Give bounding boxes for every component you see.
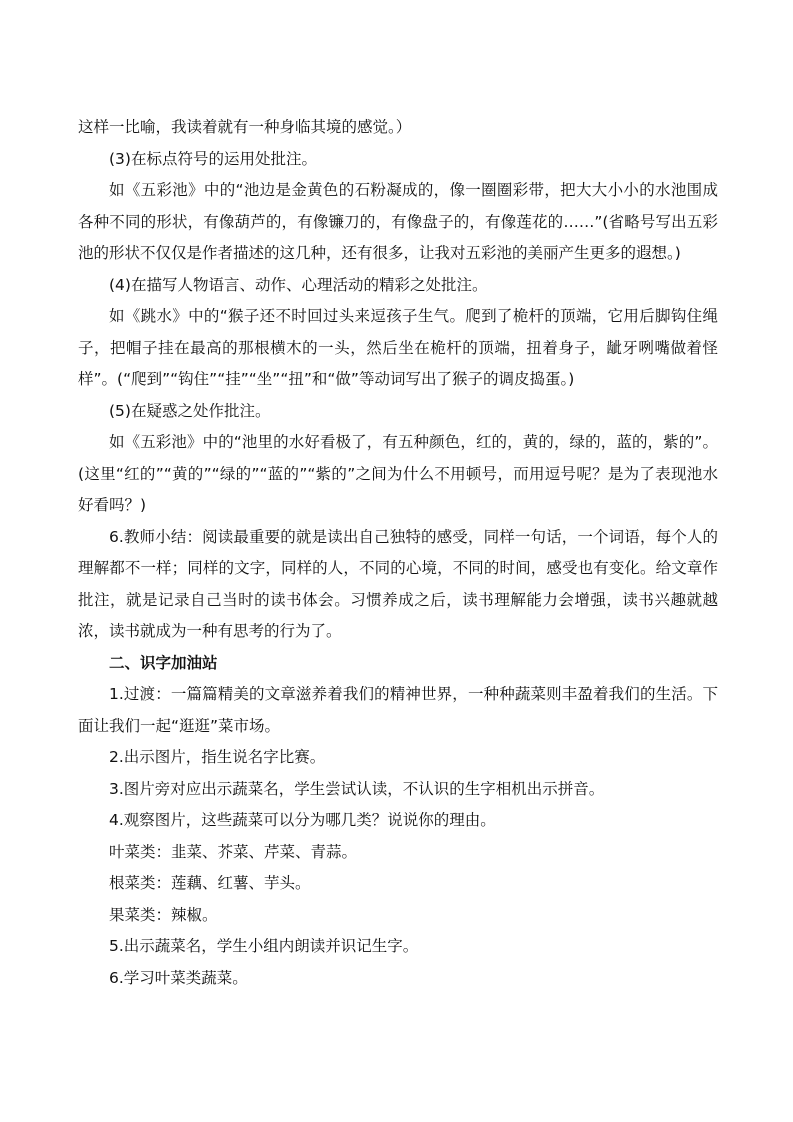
paragraph-10: 1.过渡：一篇篇精美的文章滋养着我们的精神世界，一种种蔬菜则丰盈着我们的生活。下面让我们一起“逛逛”菜市场。 bbox=[78, 685, 718, 735]
section-heading: 二、识字加油站 bbox=[109, 653, 218, 672]
paragraph-4: (4)在描写人物语言、动作、心理活动的精彩之处批注。 bbox=[109, 275, 488, 294]
paragraph-18: 6.学习叶菜类蔬菜。 bbox=[109, 968, 248, 987]
paragraph-1: 这样一比喻，我读着就有一种身临其境的感觉。） bbox=[78, 118, 412, 136]
document-body bbox=[78, 112, 718, 994]
paragraph-2: (3)在标点符号的运用处批注。 bbox=[109, 149, 317, 168]
paragraph-6: (5)在疑惑之处作批注。 bbox=[109, 401, 271, 420]
paragraph-15: 根菜类：莲藕、红薯、芋头。 bbox=[109, 874, 311, 892]
paragraph-3: 如《五彩池》中的“池边是金黄色的石粉凝成的，像一圈圈彩带，把大大小小的水池围成各种不同的形状，有像葫芦的，有像镰刀的，有像盘子的，有像莲花的……”(省略号写出五彩池的形状不仅仅是作者描述的这几种，还有很多，让我对五彩池的美丽产生更多的遐想。) bbox=[78, 181, 718, 262]
paragraph-16: 果菜类：辣椒。 bbox=[109, 905, 218, 924]
paragraph-7: 如《五彩池》中的“池里的水好看极了，有五种颜色，红的，黄的，绿的，蓝的，紫的”。(这里“红的”“黄的”“绿的”“蓝的”“紫的”之间为什么不用顿号，而用逗号呢？是为了表现池水好看吗？) bbox=[78, 433, 718, 514]
paragraph-8: 6.教师小结：阅读最重要的就是读出自己独特的感受，同样一句话，一个词语，每个人的理解都不一样；同样的文字，同样的人，不同的心境，不同的时间，感受也有变化。给文章作批注，就是记录自己当时的读书体会。习惯养成之后，读书理解能力会增强，读书兴趣就越浓，读书就成为一种有思考的行为了。 bbox=[78, 527, 718, 640]
paragraph-12: 3.图片旁对应出示蔬菜名，学生尝试认读，不认识的生字相机出示拼音。 bbox=[109, 779, 605, 798]
paragraph-14: 叶菜类：韭菜、芥菜、芹菜、青蒜。 bbox=[109, 842, 358, 861]
paragraph-13: 4.观察图片，这些蔬菜可以分为哪几类？说说你的理由。 bbox=[109, 811, 496, 829]
paragraph-11: 2.出示图片，指生说名字比赛。 bbox=[109, 748, 326, 766]
paragraph-5: 如《跳水》中的“猴子还不时回过头来逗孩子生气。爬到了桅杆的顶端，它用后脚钩住绳子，把帽子挂在最高的那根横木的一头，然后坐在桅杆的顶端，扭着身子，龇牙咧嘴做着怪样”。(“爬到”“钩住”“挂”“坐”“扭”和“做”等动词写出了猴子的调皮捣蛋。) bbox=[78, 307, 718, 388]
paragraph-17: 5.出示蔬菜名，学生小组内朗读并识记生字。 bbox=[109, 937, 419, 955]
